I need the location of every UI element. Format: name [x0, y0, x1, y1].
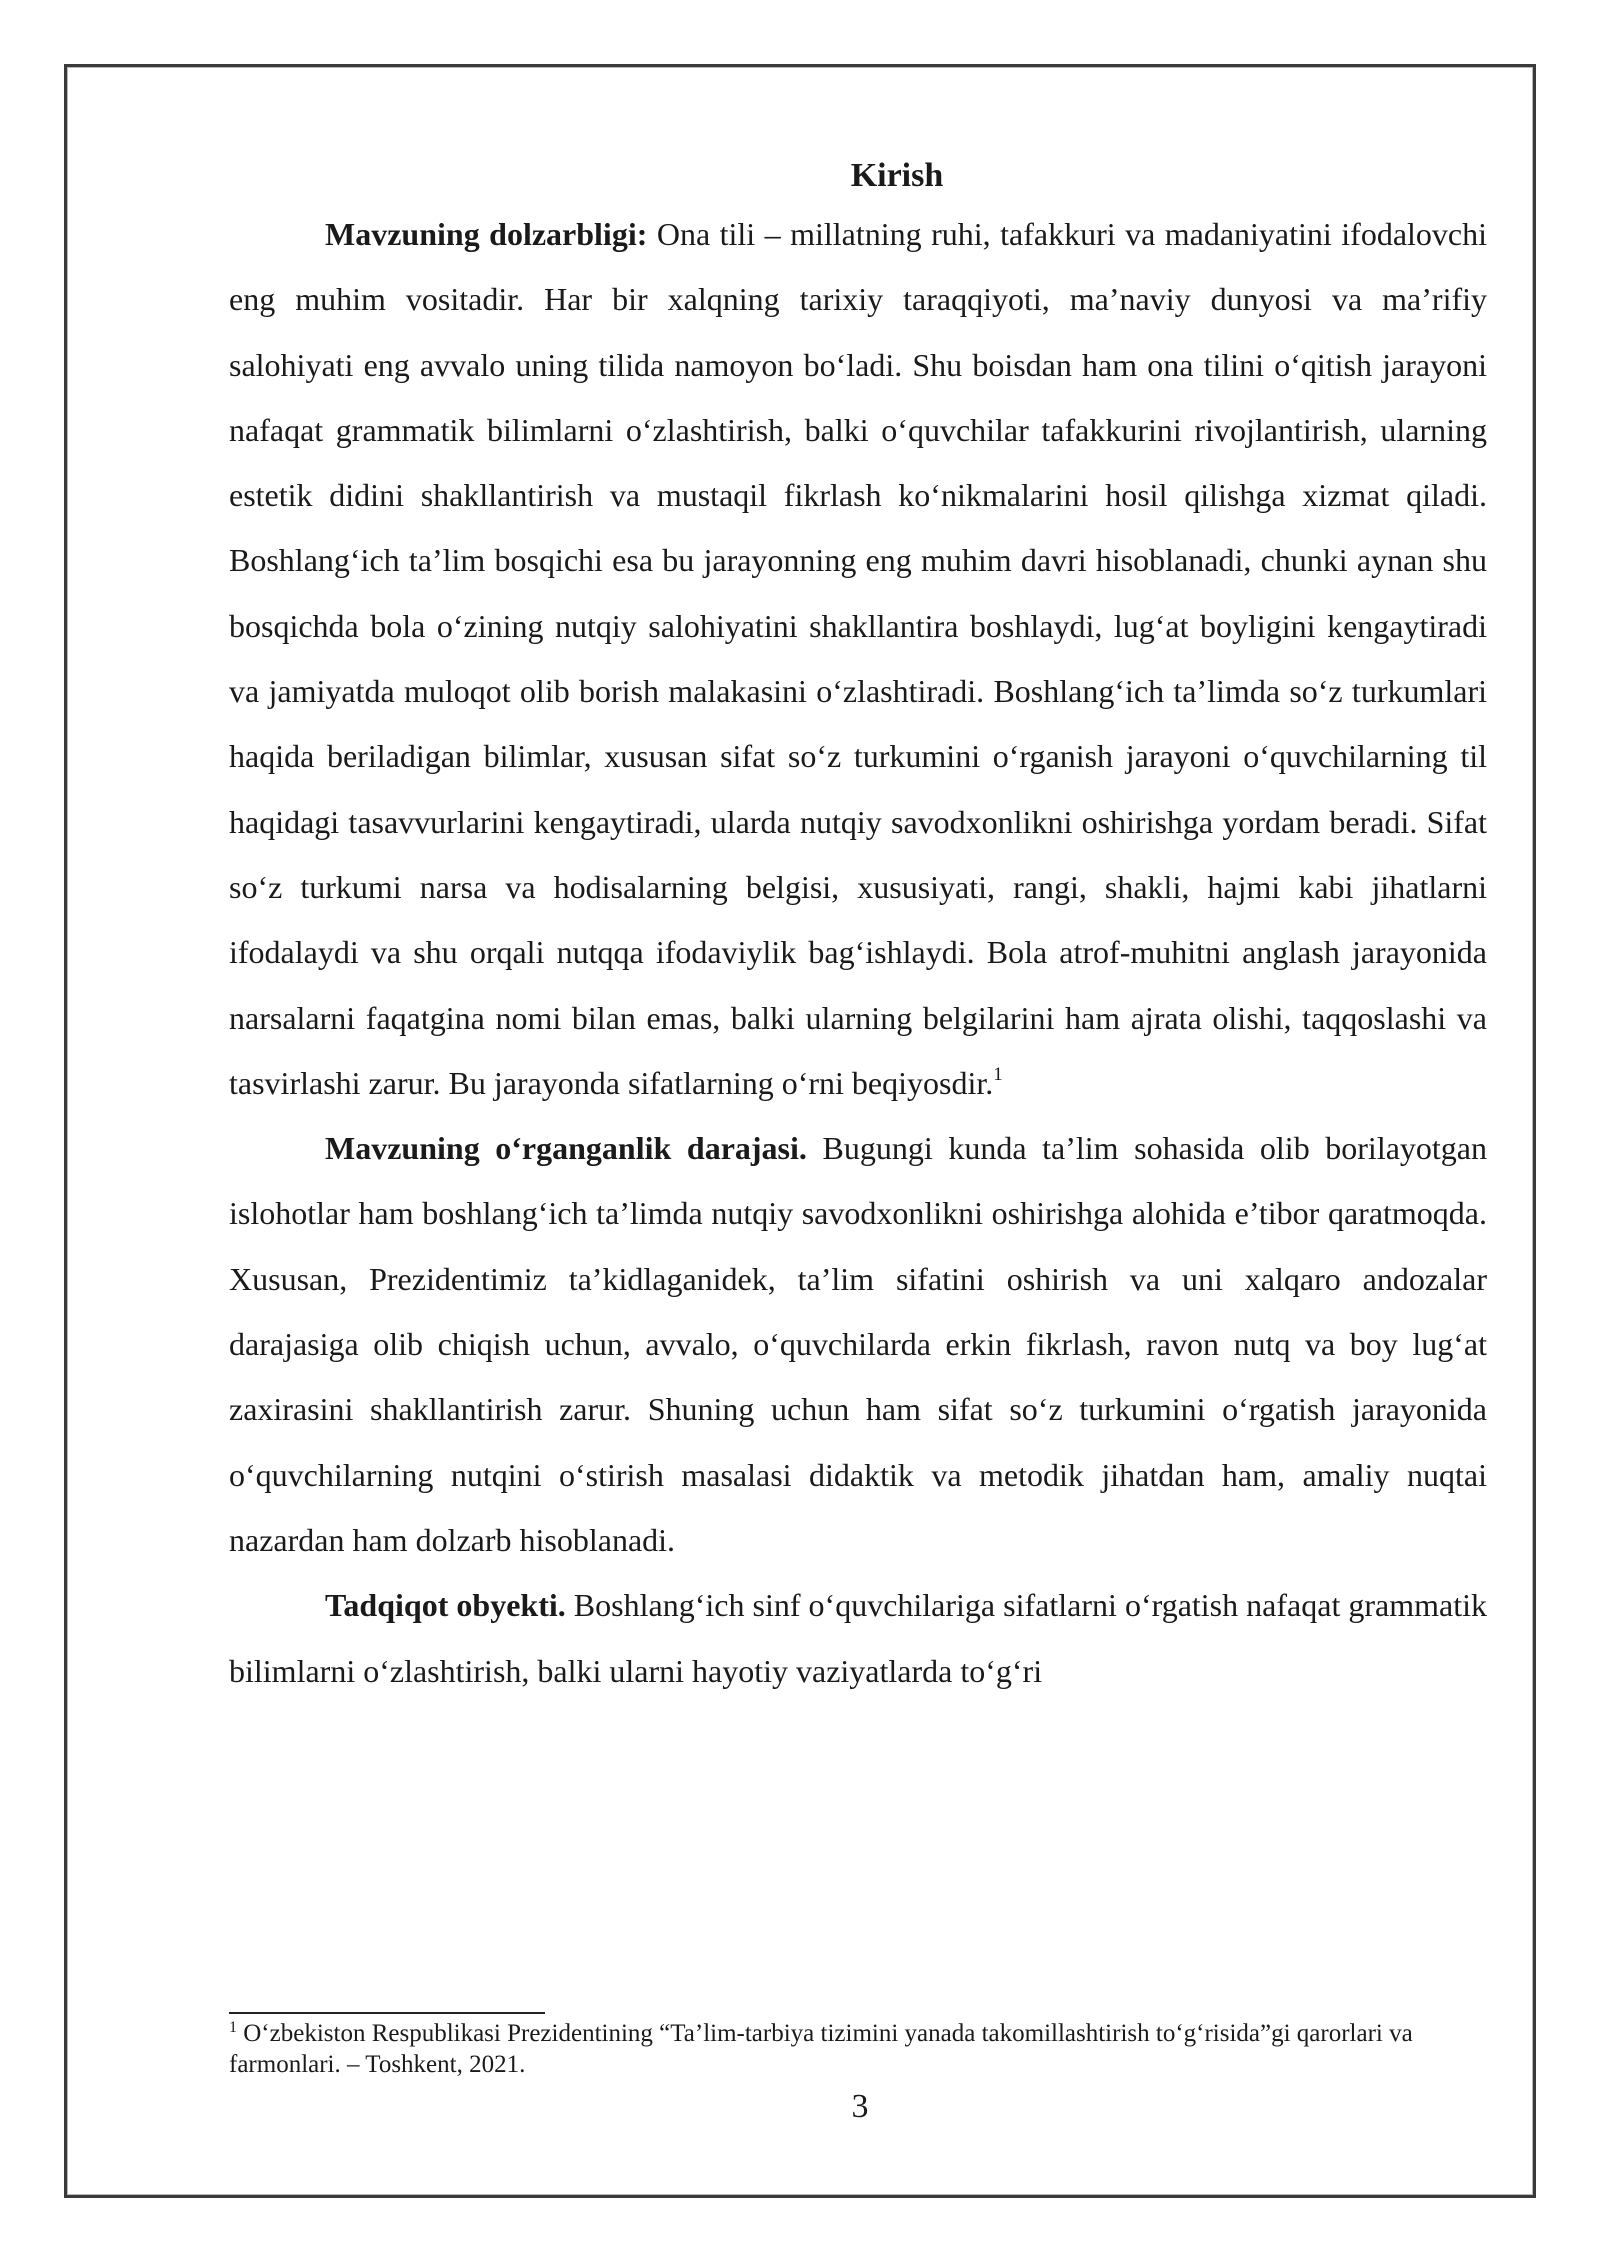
- paragraph-lead: Tadqiqot obyekti.: [325, 1587, 566, 1624]
- paragraph-study-level: [229, 1116, 1487, 1573]
- paragraph-text: Boshlang‘ich sinf o‘quvchilariga sifatlarni o‘rgatish nafaqat grammatik bilimlarni o‘zlashtirish, balki ularni hayotiy vaziyatlarda to‘g‘ri: [229, 1587, 1488, 1689]
- footnote-reference[interactable]: 1: [993, 1063, 1003, 1085]
- paragraph-text: Bugungi kunda ta’lim sohasida olib borilayotgan islohotlar ham boshlang‘ich ta’limda nutqiy savodxonlikni oshirishga alohida e’tibor qaratmoqda. Xususan, Prezidentimiz ta’kidlaganidek, ta’lim sifatini oshirish va uni xalqaro andozalar darajasiga olib chiqish uchun, avvalo, o‘quvchilarda erkin fikrlash, ravon nutq va boy lug‘at zaxirasini shakllantirish zarur. Shuning uchun ham sifat so‘z turkumini o‘rgatish jarayonida o‘quvchilarning nutqini o‘stirish masalasi didaktik va metodik jihatdan ham, amaliy nuqtai nazardan ham dolzarb hisoblanadi.: [229, 1130, 1488, 1558]
- paragraph-lead: Mavzuning dolzarbligi:: [325, 216, 648, 252]
- footnote-text: O‘zbekiston Respublikasi Prezidentining “Ta’lim-tarbiya tizimini yanada takomillashtirish to‘g‘risida”gi qarorlari va farmonlari. – Toshkent, 2021.: [229, 2020, 1413, 2078]
- paragraph-lead: Mavzuning o‘rganganlik darajasi.: [325, 1130, 807, 1167]
- section-title: Kirish: [850, 157, 944, 194]
- paragraph-text: Ona tili – millatning ruhi, tafakkuri va madaniyatini ifodalovchi eng muhim vositadir. Har bir xalqning tarixiy taraqqiyoti, ma’naviy dunyosi va ma’rifiy salohiyati eng avvalo uning tilida namoyon bo‘ladi. Shu boisdan ham ona tilini o‘qitish jarayoni nafaqat grammatik bilimlarni o‘zlashtirish, balki o‘quvchilar tafakkurini rivojlantirish, ularning estetik didini shakllantirish va mustaqil fikrlash ko‘nikmalarini hosil qilishga xizmat qiladi. Boshlang‘ich ta’lim bosqichi esa bu jarayonning eng muhim davri hisoblanadi, chunki aynan shu bosqichda bola o‘zining nutqiy salohiyatini shakllantira boshlaydi, lug‘at boyligini kengaytiradi va jamiyatda muloqot olib borish malakasini o‘zlashtiradi. Boshlang‘ich ta’limda so‘z turkumlari haqida beriladigan bilimlar, xususan sifat so‘z turkumini o‘rganish jarayoni o‘quvchilarning til haqidagi tasavvurlarini kengaytiradi, ularda nutqiy savodxonlikni oshirishga yordam beradi. Sifat so‘z turkumi narsa va hodisalarning belgisi, xususiyati, rangi, shakli, hajmi kabi jihatlarni ifodalaydi va shu orqali nutqqa ifodaviylik bag‘ishlaydi. Bola atrof-muhitni anglash jarayonida narsalarni faqatgina nomi bilan emas, balki ularning belgilarini ham ajrata olishi, taqqoslashi va tasvirlashi zarur. Bu jarayonda sifatlarning o‘rni beqiyosdir.: [229, 216, 1488, 1101]
- page-number: 3: [851, 2088, 869, 2125]
- footnote-separator: [229, 2012, 545, 2014]
- page-body: [229, 150, 1487, 1704]
- footnote-number: 1: [229, 2019, 237, 2036]
- paragraph-research-object: [229, 1573, 1487, 1704]
- paragraph-relevance: [229, 202, 1487, 1116]
- footnote: [229, 2018, 1487, 2080]
